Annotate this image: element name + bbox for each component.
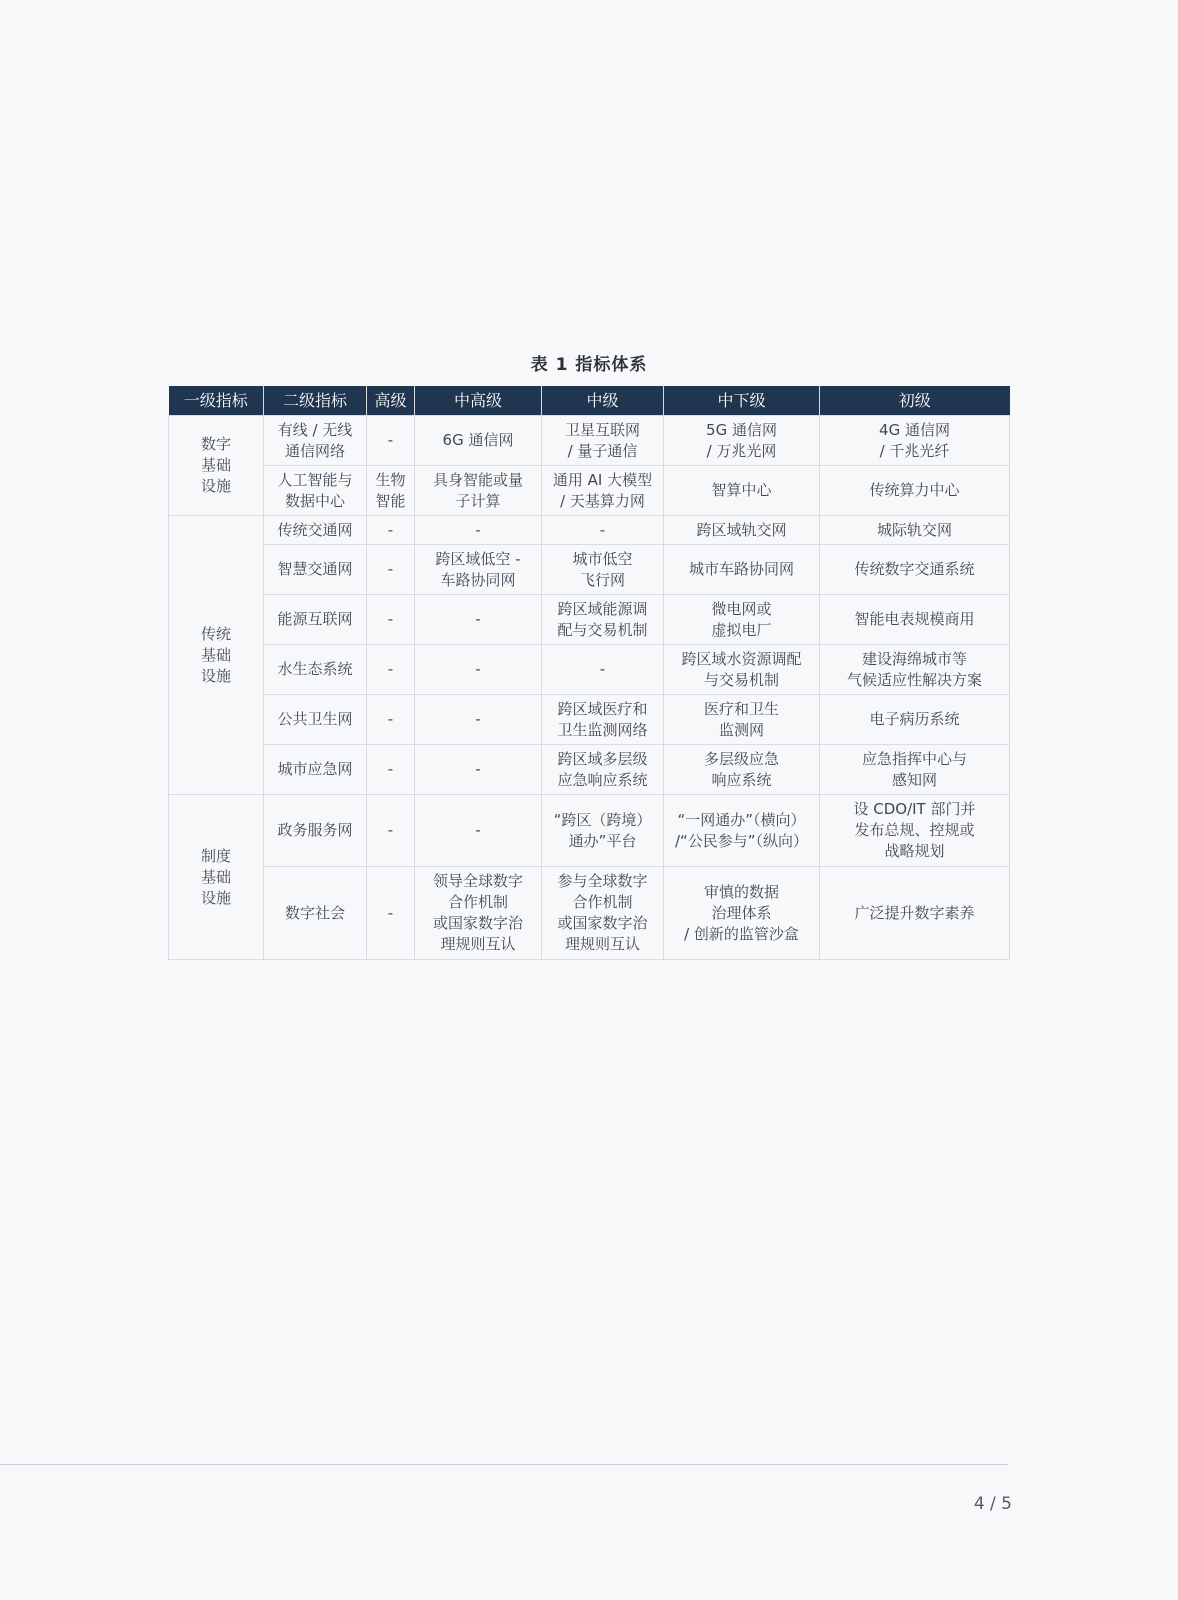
table-cell: 跨区域医疗和 卫生监测网络	[542, 695, 664, 745]
table-cell: -	[367, 645, 415, 695]
table-cell: 跨区域轨交网	[664, 516, 820, 545]
table-cell: 电子病历系统	[820, 695, 1010, 745]
table-row	[169, 645, 1010, 695]
group-label: 制度 基础 设施	[169, 795, 264, 960]
table-cell: 智能电表规模商用	[820, 595, 1010, 645]
table-cell: 传统数字交通系统	[820, 545, 1010, 595]
table-cell: -	[367, 795, 415, 867]
table-cell: 智慧交通网	[264, 545, 367, 595]
table-row	[169, 466, 1010, 516]
table-cell: 领导全球数字 合作机制 或国家数字治 理规则互认	[415, 867, 542, 960]
table-row	[169, 416, 1010, 466]
table-cell: 城市车路协同网	[664, 545, 820, 595]
table-cell: 跨区域多层级 应急响应系统	[542, 745, 664, 795]
table-cell: -	[415, 745, 542, 795]
table-cell: 4G 通信网 / 千兆光纤	[820, 416, 1010, 466]
table-cell: “跨区（跨境） 通办”平台	[542, 795, 664, 867]
table-cell: 政务服务网	[264, 795, 367, 867]
table-cell: 应急指挥中心与 感知网	[820, 745, 1010, 795]
table-cell: 公共卫生网	[264, 695, 367, 745]
table-cell: 跨区域能源调 配与交易机制	[542, 595, 664, 645]
table-cell: 医疗和卫生 监测网	[664, 695, 820, 745]
table-cell: -	[367, 867, 415, 960]
table-cell: 微电网或 虚拟电厂	[664, 595, 820, 645]
table-row	[169, 545, 1010, 595]
indicator-table	[168, 386, 1010, 960]
table-cell: -	[367, 516, 415, 545]
table-cell: “一网通办”（横向） /“公民参与”（纵向）	[664, 795, 820, 867]
table-cell: 生物 智能	[367, 466, 415, 516]
header-upper-middle: 中高级	[415, 386, 542, 416]
page-number: 4 / 5	[973, 1494, 1012, 1514]
table-cell: -	[367, 545, 415, 595]
group-label: 传统 基础 设施	[169, 516, 264, 795]
header-middle: 中级	[542, 386, 664, 416]
table-cell: 城市低空 飞行网	[542, 545, 664, 595]
table-cell: 多层级应急 响应系统	[664, 745, 820, 795]
table-cell: 城际轨交网	[820, 516, 1010, 545]
table-row	[169, 795, 1010, 867]
table-cell: -	[367, 416, 415, 466]
table-cell: 人工智能与 数据中心	[264, 466, 367, 516]
table-cell: 数字社会	[264, 867, 367, 960]
table-cell: 传统算力中心	[820, 466, 1010, 516]
table-cell: 参与全球数字 合作机制 或国家数字治 理规则互认	[542, 867, 664, 960]
table-cell: 建设海绵城市等 气候适应性解决方案	[820, 645, 1010, 695]
table-cell: 跨区域低空 - 车路协同网	[415, 545, 542, 595]
group-label: 数字 基础 设施	[169, 416, 264, 516]
table-cell: 具身智能或量 子计算	[415, 466, 542, 516]
table-row	[169, 595, 1010, 645]
table-cell: -	[367, 695, 415, 745]
table-cell: -	[415, 645, 542, 695]
table-title: 表 1 指标体系	[530, 355, 648, 375]
footer-divider	[0, 1464, 1008, 1465]
table-cell: 跨区域水资源调配 与交易机制	[664, 645, 820, 695]
table-cell: 传统交通网	[264, 516, 367, 545]
table-row	[169, 695, 1010, 745]
table-cell: 通用 AI 大模型 / 天基算力网	[542, 466, 664, 516]
table-cell: 审慎的数据 治理体系 / 创新的监管沙盒	[664, 867, 820, 960]
table-cell: -	[367, 595, 415, 645]
header-level2: 二级指标	[264, 386, 367, 416]
table-cell: -	[415, 595, 542, 645]
table-cell: 智算中心	[664, 466, 820, 516]
table-cell: 6G 通信网	[415, 416, 542, 466]
table-cell: -	[415, 695, 542, 745]
table-row	[169, 867, 1010, 960]
header-lower-middle: 中下级	[664, 386, 820, 416]
table-cell: -	[415, 795, 542, 867]
table-cell: -	[542, 645, 664, 695]
table-cell: 水生态系统	[264, 645, 367, 695]
table-cell: 能源互联网	[264, 595, 367, 645]
header-advanced: 高级	[367, 386, 415, 416]
table-cell: -	[367, 745, 415, 795]
table-row	[169, 745, 1010, 795]
table-cell: 城市应急网	[264, 745, 367, 795]
table-row	[169, 516, 1010, 545]
table-cell: 设 CDO/IT 部门并 发布总规、控规或 战略规划	[820, 795, 1010, 867]
header-basic: 初级	[820, 386, 1010, 416]
table-cell: 广泛提升数字素养	[820, 867, 1010, 960]
table-cell: 卫星互联网 / 量子通信	[542, 416, 664, 466]
header-level1: 一级指标	[169, 386, 264, 416]
table-cell: 有线 / 无线 通信网络	[264, 416, 367, 466]
table-cell: 5G 通信网 / 万兆光网	[664, 416, 820, 466]
table-cell: -	[415, 516, 542, 545]
table-header-row	[169, 386, 1010, 416]
table-cell: -	[542, 516, 664, 545]
